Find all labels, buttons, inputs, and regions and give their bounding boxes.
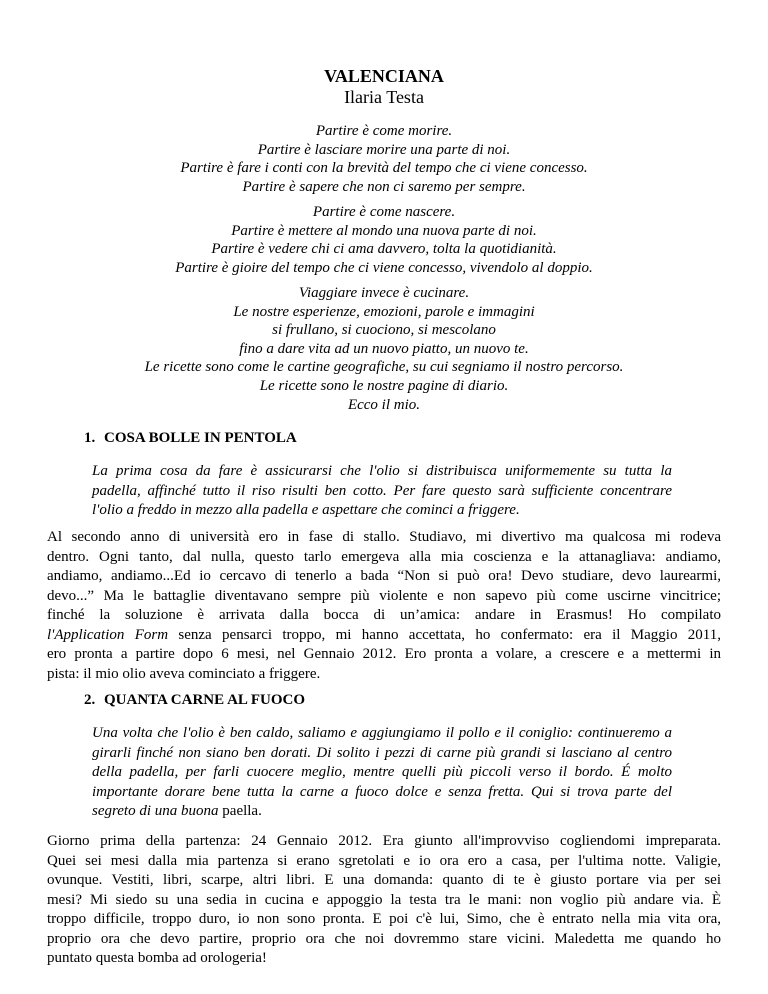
- recipe-step-2: [92, 724, 672, 822]
- poem-line: Partire è lasciare morire una parte di noi.: [257, 141, 511, 158]
- italic-term: l'Application Form: [47, 626, 169, 643]
- story-line: ero pronta a partire dopo 6 mesi, nel Gennaio 2012. Ero pronta a volare, a crescere e a mettermi in: [47, 646, 721, 662]
- poem-stanza-3: [0, 284, 768, 414]
- recipe-line: Una volta che l'olio è ben caldo, saliamo e aggiungiamo il pollo e il coniglio: continueremo a: [92, 725, 672, 741]
- story-line: Quei sei mesi dalla mia partenza si erano sgretolati e io ora ero a casa, per l'ultima notte. Valigie,: [47, 852, 721, 869]
- story-line: finché la soluzione è arrivata dalla bocca di un’amica: andare in Erasmus! Ho compilato: [47, 607, 721, 623]
- story-line: proprio ora che devo partire, proprio ora che noi dovremmo stare vicini. Maledetta me quando ho: [47, 930, 721, 947]
- section-heading-2: [84, 691, 305, 709]
- poem-line: Partire è come nascere.: [312, 204, 456, 220]
- poem-line: Partire è mettere al mondo una nuova parte di noi.: [231, 222, 537, 239]
- poem-line: Partire è sapere che non ci saremo per sempre.: [242, 178, 526, 195]
- recipe-line: La prima cosa da fare è assicurarsi che l'olio si distribuisca uniformemente su tutta la: [92, 463, 672, 479]
- poem-line: Viaggiare invece è cucinare.: [298, 285, 470, 301]
- poem-line: Le ricette sono come le cartine geografiche, su cui segniamo il nostro percorso.: [144, 359, 624, 376]
- story-line: ovunque. Vestiti, libri, scarpe, altri libri. E una domanda: quanto di te è giusto portare via per sei: [47, 872, 721, 888]
- story-line: pista: il mio olio aveva cominciato a friggere.: [47, 665, 321, 682]
- section-number: 2.: [84, 692, 96, 708]
- section-heading-1: [84, 429, 297, 447]
- poem-line: Partire è gioire del tempo che ci viene concesso, vivendolo al doppio.: [175, 259, 593, 276]
- story-line: devo...” Ma le battaglie diventavano sempre più violente e non sapevo più come uscirne vincitrice;: [47, 587, 721, 604]
- recipe-text-upright: paella.: [218, 803, 262, 819]
- recipe-line: padella, affinché tutto il riso risulti ben cotto. Per fare questo sarà sufficiente concentrare: [92, 482, 672, 499]
- poem-line: si frullano, si cuociono, si mescolano: [272, 322, 496, 339]
- poem-line: Le nostre esperienze, emozioni, parole e immagini: [233, 303, 535, 320]
- story-line: Al secondo anno di università ero in fase di stallo. Studiavo, mi divertivo ma qualcosa mi rodeva: [47, 529, 721, 545]
- story-paragraph-2: [47, 832, 721, 969]
- story-line: dentro. Ogni tanto, dal nulla, questo tarlo emergeva alla mia coscienza e la attanagliava: andiamo,: [47, 548, 721, 565]
- recipe-text: segreto di una buona: [92, 803, 219, 819]
- section-title: COSA BOLLE IN PENTOLA: [104, 430, 297, 446]
- poem-stanza-2: [0, 203, 768, 277]
- recipe-line: l'olio a freddo in mezzo alla padella e aspettare che cominci a friggere.: [92, 502, 520, 518]
- recipe-step-1: [92, 462, 672, 521]
- section-title: QUANTA CARNE AL FUOCO: [104, 692, 305, 708]
- story-line: [47, 626, 721, 646]
- recipe-line: della padella, per farli cuocere meglio, mentre quelli più piccoli verso il bordo. É molto: [92, 764, 672, 780]
- recipe-line: [92, 802, 672, 822]
- story-paragraph-1: [47, 528, 721, 684]
- poem-stanza-1: [0, 122, 768, 196]
- story-line: troppo difficile, troppo duro, io non sono pronta. E poi c'è lui, Simo, che è entrato nella mia vita ora,: [47, 911, 721, 927]
- story-line: puntato questa bomba ad orologeria!: [47, 950, 267, 966]
- author-name: Ilaria Testa: [344, 87, 424, 107]
- recipe-line: girarli finché non siano ben dorati. Di solito i pezzi di carne più grandi si lasciano al centro: [92, 744, 672, 761]
- poem-line: Partire è come morire.: [315, 123, 453, 139]
- recipe-line: importante dorare bene tutta la carne a fuoco dolce e senza fretta. Qui si trova parte del: [92, 783, 672, 800]
- story-line: andiamo, andiamo...Ed io cercavo di tenerlo a bada “Non si può ora! Devo studiare, devo laurearmi,: [47, 568, 721, 584]
- document-title: VALENCIANA: [324, 66, 444, 86]
- story-text: senza pensarci troppo, mi hanno accettata, ho confermato: era il Maggio 2011,: [168, 626, 721, 643]
- section-number: 1.: [84, 430, 96, 446]
- poem-line: Partire è fare i conti con la brevità del tempo che ci viene concesso.: [180, 160, 588, 177]
- poem-line: fino a dare vita ad un nuovo piatto, un nuovo te.: [239, 340, 529, 357]
- story-line: Giorno prima della partenza: 24 Gennaio 2012. Era giunto all'improvviso cogliendomi impreparata.: [47, 833, 721, 849]
- poem-line: Le ricette sono le nostre pagine di diario.: [259, 377, 509, 394]
- story-line: mesi? Mi siedo su una sedia in cucina e appoggio la testa tra le mani: non voglio più andare via. È: [47, 891, 721, 908]
- poem-line: Partire è vedere chi ci ama davvero, tolta la quotidianità.: [211, 241, 557, 258]
- poem-line: Ecco il mio.: [347, 396, 421, 413]
